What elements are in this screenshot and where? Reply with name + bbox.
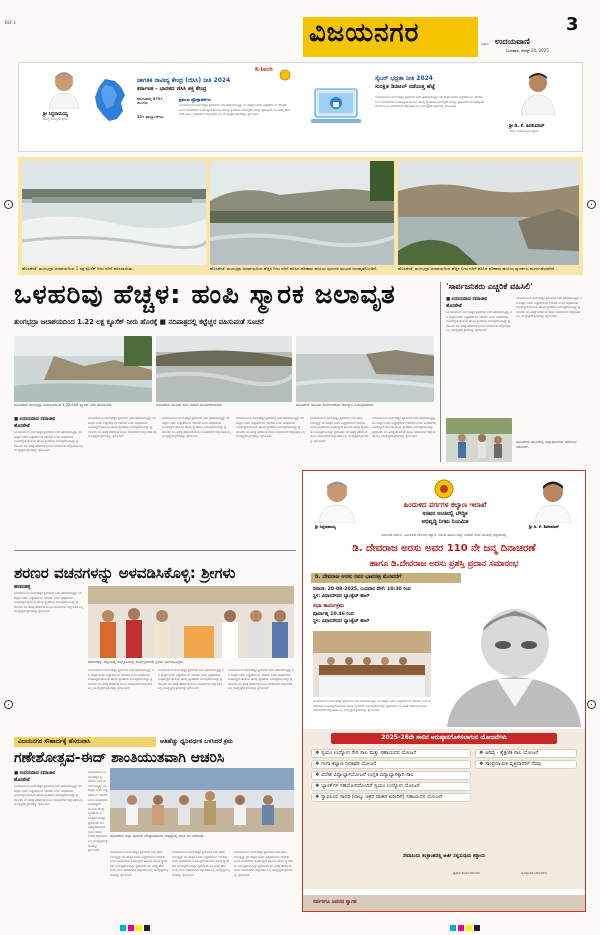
right-list-text: ಜಲಾಶಯದಿಂದ ನದಿಗೆ ಹೆಚ್ಚಿನ ಪ್ರಮಾಣದ ನೀರು ಹರಿಸಲಾಗುತ್ತಿದ್ದು ನದಿ ಪಾತ್ರದ ಜನರು ಎಚ್ಚರಿಕೆಯಿಂದ ಇರಬೇಕು ಎಂದು ಅಧಿಕಾರಿಗಳು ಸೂಚಿಸಿದ್ದಾರೆ ಹಂಪಿಯ ಹಲವು ಸ್ಮಾರಕಗಳು ಜಲಾವೃತಗೊಂಡಿದ್ದು ಪ್ರವಾಸಿಗರು ನದಿ ತೀರಕ್ಕೆ ತೆರಳದಂತೆ ಮನವಿ ಮಾಡಲಾಗಿದೆ ಜಿಲ್ಲಾಡಳಿತ ಎಲ್ಲ ಮುನ್ನೆಚ್ಚರಿಕೆ ಕ್ರಮಗಳನ್ನು ಕೈಗೊಂಡಿದೆ [375,95,484,109]
lead-dateline: ■ ಉದಯವಾಣಿ ಸಮಾಚಾರ [14,417,56,422]
ad-meeting-photo [313,631,431,697]
story2-headline: ಶರಣರ ವಚನಗಳನ್ನು ಅಳವಡಿಸಿಕೊಳ್ಳಿ: ಶ್ರೀಗಳು [14,564,236,582]
story2-photo [88,586,294,658]
scheme-item: ❖ ಸ್ವಯಂ ಉದ್ಯೋಗ ನೇರ ಸಾಲ ಮತ್ತು ಸಹಾಯಧನ ಯೋಜನೆ [311,749,471,758]
registration-mark [4,200,13,209]
strip-caption-1: ಹೊಸಪೇಟೆ: ತುಂಗಭದ್ರಾ ಜಲಾಶಯದಿಂದ 1 ಲಕ್ಷ ಕ್ಯೂಸೆಕ್ ನೀರು ನದಿಗೆ ಹರಿಸಲಾಯಿತು. [22,266,134,271]
right-person-name: ಶ್ರೀ ಡಿ. ಕೆ. ಶಿವಕುಮಾರ್ [509,124,545,129]
side-photo [446,418,512,462]
left-list-head: ಪ್ರಮುಖ ಪ್ರೋತ್ಸಾಹಕಗಳು [179,97,212,102]
lead-col-1: ಜಲಾಶಯದಿಂದ ನದಿಗೆ ಹೆಚ್ಚಿನ ಪ್ರಮಾಣದ ನೀರು ಹರಿಸಲಾಗುತ್ತಿದ್ದು ನದಿ ಪಾತ್ರದ ಜನರು ಎಚ್ಚರಿಕೆಯಿಂದ ಇರಬೇಕು ಎಂದು ಅಧಿಕಾರಿಗಳು ಸೂಚಿಸಿದ್ದಾರೆ ಹಂಪಿಯ ಹಲವು ಸ್ಮಾರಕಗಳು ಜಲಾವೃತಗೊಂಡಿದ್ದು ಪ್ರವಾಸಿಗರು ನದಿ ತೀರಕ್ಕೆ ತೆರಳದಂತೆ ಮನವಿ ಮಾಡಲಾಗಿದೆ ಜಿಲ್ಲಾಡಳಿತ ಎಲ್ಲ ಮುನ್ನೆಚ್ಚರಿಕೆ ಕ್ರಮಗಳನ್ನು ಕೈಗೊಂಡಿದೆ [14,430,84,453]
govt-seal-icon [434,479,454,503]
story3-col-5: ಜಲಾಶಯದಿಂದ ನದಿಗೆ ಹೆಚ್ಚಿನ ಪ್ರಮಾಣದ ನೀರು ಹರಿಸಲಾಗುತ್ತಿದ್ದು ನದಿ ಪಾತ್ರದ ಜನರು ಎಚ್ಚರಿಕೆಯಿಂದ ಇರಬೇಕು ಎಂದು ಅಧಿಕಾರಿಗಳು ಸೂಚಿಸಿದ್ದಾರೆ ಹಂಪಿಯ ಹಲವು ಸ್ಮಾರಕಗಳು ಜಲಾವೃತಗೊಂಡಿದ್ದು ಪ್ರವಾಸಿಗರು ನದಿ ತೀರಕ್ಕೆ ತೆರಳದಂತೆ ಮನವಿ ಮಾಡಲಾಗಿದೆ ಜಿಲ್ಲಾಡಳಿತ ಎಲ್ಲ ಮುನ್ನೆಚ್ಚರಿಕೆ ಕ್ರಮಗಳನ್ನು ಕೈಗೊಂಡಿದೆ [234,850,293,877]
scheme-item: ❖ ಅರಿವು - ಶೈಕ್ಷಣಿಕ ಸಾಲ ಯೋಜನೆ [475,749,577,758]
story2-place: ಹರಪನಹಳ್ಳಿ [14,585,31,590]
side-col-1: ಜಲಾಶಯದಿಂದ ನದಿಗೆ ಹೆಚ್ಚಿನ ಪ್ರಮಾಣದ ನೀರು ಹರಿಸಲಾಗುತ್ತಿದ್ದು ನದಿ ಪಾತ್ರದ ಜನರು ಎಚ್ಚರಿಕೆಯಿಂದ ಇರಬೇಕು ಎಂದು ಅಧಿಕಾರಿಗಳು ಸೂಚಿಸಿದ್ದಾರೆ ಹಂಪಿಯ ಹಲವು ಸ್ಮಾರಕಗಳು ಜಲಾವೃತಗೊಂಡಿದ್ದು ಪ್ರವಾಸಿಗರು ನದಿ ತೀರಕ್ಕೆ ತೆರಳದಂತೆ ಮನವಿ ಮಾಡಲಾಗಿದೆ ಜಿಲ್ಲಾಡಳಿತ ಎಲ್ಲ ಮುನ್ನೆಚ್ಚರಿಕೆ ಕ್ರಮಗಳನ್ನು ಕೈಗೊಂಡಿದೆ [446,310,512,333]
scheme-item: ❖ ಬ್ಯಾಂಕ್‌ಗಳ ಸಹಯೋಗದೊಂದಿಗೆ ಸ್ವಯಂ ಉದ್ಯೋಗ ಯೋಜನೆ [311,782,471,791]
registration-mark [587,700,596,709]
color-bar [450,916,482,935]
left-stat2: 35+ ಫಾರ್ಚ್ಯೂನ್‌ಗಳು [137,115,164,119]
top-ad [18,62,583,152]
right-person-photo [519,69,557,115]
karnataka-map-icon [91,77,129,123]
story2-col-1: ಜಲಾಶಯದಿಂದ ನದಿಗೆ ಹೆಚ್ಚಿನ ಪ್ರಮಾಣದ ನೀರು ಹರಿಸಲಾಗುತ್ತಿದ್ದು ನದಿ ಪಾತ್ರದ ಜನರು ಎಚ್ಚರಿಕೆಯಿಂದ ಇರಬೇಕು ಎಂದು ಅಧಿಕಾರಿಗಳು ಸೂಚಿಸಿದ್ದಾರೆ ಹಂಪಿಯ ಹಲವು ಸ್ಮಾರಕಗಳು ಜಲಾವೃತಗೊಂಡಿದ್ದು ಪ್ರವಾಸಿಗರು ನದಿ ತೀರಕ್ಕೆ ತೆರಳದಂತೆ ಮನವಿ ಮಾಡಲಾಗಿದೆ ಜಿಲ್ಲಾಡಳಿತ ಎಲ್ಲ ಮುನ್ನೆಚ್ಚರಿಕೆ ಕ್ರಮಗಳನ್ನು ಕೈಗೊಂಡಿದೆ [14,591,84,614]
ad-footer1: ಸೇವಾಸಿಂಧು ತಂತ್ರಾಂಶದಲ್ಲಿ ಅರ್ಜಿ ಸಲ್ಲಿಸುವುದು ಕಡ್ಡಾಯ [402,854,486,859]
story2-col-3: ಜಲಾಶಯದಿಂದ ನದಿಗೆ ಹೆಚ್ಚಿನ ಪ್ರಮಾಣದ ನೀರು ಹರಿಸಲಾಗುತ್ತಿದ್ದು ನದಿ ಪಾತ್ರದ ಜನರು ಎಚ್ಚರಿಕೆಯಿಂದ ಇರಬೇಕು ಎಂದು ಅಧಿಕಾರಿಗಳು ಸೂಚಿಸಿದ್ದಾರೆ ಹಂಪಿಯ ಹಲವು ಸ್ಮಾರಕಗಳು ಜಲಾವೃತಗೊಂಡಿದ್ದು ಪ್ರವಾಸಿಗರು ನದಿ ತೀರಕ್ಕೆ ತೆರಳದಂತೆ ಮನವಿ ಮಾಡಲಾಗಿದೆ ಜಿಲ್ಲಾಡಳಿತ ಎಲ್ಲ ಮುನ್ನೆಚ್ಚರಿಕೆ ಕ್ರಮಗಳನ್ನು ಕೈಗೊಂಡಿದೆ [158,668,224,691]
lead-col-6: ಜಲಾಶಯದಿಂದ ನದಿಗೆ ಹೆಚ್ಚಿನ ಪ್ರಮಾಣದ ನೀರು ಹರಿಸಲಾಗುತ್ತಿದ್ದು ನದಿ ಪಾತ್ರದ ಜನರು ಎಚ್ಚರಿಕೆಯಿಂದ ಇರಬೇಕು ಎಂದು ಅಧಿಕಾರಿಗಳು ಸೂಚಿಸಿದ್ದಾರೆ ಹಂಪಿಯ ಹಲವು ಸ್ಮಾರಕಗಳು ಜಲಾವೃತಗೊಂಡಿದ್ದು ಪ್ರವಾಸಿಗರು ನದಿ ತೀರಕ್ಕೆ ತೆರಳದಂತೆ ಮನವಿ ಮಾಡಲಾಗಿದೆ ಜಿಲ್ಲಾಡಳಿತ ಎಲ್ಲ ಮುನ್ನೆಚ್ಚರಿಕೆ ಕ್ರಮಗಳನ್ನು ಕೈಗೊಂಡಿದೆ [372,416,436,439]
story3-col-3: ಜಲಾಶಯದಿಂದ ನದಿಗೆ ಹೆಚ್ಚಿನ ಪ್ರಮಾಣದ ನೀರು ಹರಿಸಲಾಗುತ್ತಿದ್ದು ನದಿ ಪಾತ್ರದ ಜನರು ಎಚ್ಚರಿಕೆಯಿಂದ ಇರಬೇಕು ಎಂದು ಅಧಿಕಾರಿಗಳು ಸೂಚಿಸಿದ್ದಾರೆ ಹಂಪಿಯ ಹಲವು ಸ್ಮಾರಕಗಳು ಜಲಾವೃತಗೊಂಡಿದ್ದು ಪ್ರವಾಸಿಗರು ನದಿ ತೀರಕ್ಕೆ ತೆರಳದಂತೆ ಮನವಿ ಮಾಡಲಾಗಿದೆ ಜಿಲ್ಲಾಡಳಿತ ಎಲ್ಲ ಮುನ್ನೆಚ್ಚರಿಕೆ ಕ್ರಮಗಳನ್ನು ಕೈಗೊಂಡಿದೆ [110,850,168,877]
devaraj-urs-portrait [443,597,583,727]
lead-col-2: ಜಲಾಶಯದಿಂದ ನದಿಗೆ ಹೆಚ್ಚಿನ ಪ್ರಮಾಣದ ನೀರು ಹರಿಸಲಾಗುತ್ತಿದ್ದು ನದಿ ಪಾತ್ರದ ಜನರು ಎಚ್ಚರಿಕೆಯಿಂದ ಇರಬೇಕು ಎಂದು ಅಧಿಕಾರಿಗಳು ಸೂಚಿಸಿದ್ದಾರೆ ಹಂಪಿಯ ಹಲವು ಸ್ಮಾರಕಗಳು ಜಲಾವೃತಗೊಂಡಿದ್ದು ಪ್ರವಾಸಿಗರು ನದಿ ತೀರಕ್ಕೆ ತೆರಳದಂತೆ ಮನವಿ ಮಾಡಲಾಗಿದೆ ಜಿಲ್ಲಾಡಳಿತ ಎಲ್ಲ ಮುನ್ನೆಚ್ಚರಿಕೆ ಕ್ರಮಗಳನ್ನು ಕೈಗೊಂಡಿದೆ [88,416,158,439]
story3-kicker: ವಿಜಯನಗರ ಸೌಹಾರ್ದಕ್ಕೆ ಹೆಸರುವಾಸಿ [18,738,91,745]
ad-tagline2: ಅಭಿವೃದ್ಧಿ ನಿಗಮ ನಿಯಮಿತ [421,519,469,525]
left-subtitle: ಕರ್ನಾಟಕ - ಭಾರತದ ಜಿಸಿಸಿ ಶಕ್ತಿ ಕೇಂದ್ರ [137,86,207,92]
paper-name: ಉದಯವಾಣಿ [495,37,530,46]
left-person-name: ಶ್ರೀ ಸಿದ್ದರಾಮಯ್ಯ [43,112,68,117]
left-stat1: ಕರ್ನಾಟಕದಲ್ಲಿ 875+ ಜಿಸಿಸಿಗಳು [137,97,163,106]
ad-title2: ಹಾಗೂ ಡಿ.ದೇವರಾಜ ಅರಸು ಪ್ರಶಸ್ತಿ ಪ್ರದಾನ ಸಮಾರಂಭ [369,558,519,568]
lead-col-4: ಜಲಾಶಯದಿಂದ ನದಿಗೆ ಹೆಚ್ಚಿನ ಪ್ರಮಾಣದ ನೀರು ಹರಿಸಲಾಗುತ್ತಿದ್ದು ನದಿ ಪಾತ್ರದ ಜನರು ಎಚ್ಚರಿಕೆಯಿಂದ ಇರಬೇಕು ಎಂದು ಅಧಿಕಾರಿಗಳು ಸೂಚಿಸಿದ್ದಾರೆ ಹಂಪಿಯ ಹಲವು ಸ್ಮಾರಕಗಳು ಜಲಾವೃತಗೊಂಡಿದ್ದು ಪ್ರವಾಸಿಗರು ನದಿ ತೀರಕ್ಕೆ ತೆರಳದಂತೆ ಮನವಿ ಮಾಡಲಾಗಿದೆ ಜಿಲ್ಲಾಡಳಿತ ಎಲ್ಲ ಮುನ್ನೆಚ್ಚರಿಕೆ ಕ್ರಮಗಳನ್ನು ಕೈಗೊಂಡಿದೆ [236,416,306,439]
ad-right-person: ಶ್ರೀ ಡಿ. ಕೆ. ಶಿವಕುಮಾರ್ [529,524,560,529]
lead-photo-1 [14,336,152,402]
story2-col-2: ಜಲಾಶಯದಿಂದ ನದಿಗೆ ಹೆಚ್ಚಿನ ಪ್ರಮಾಣದ ನೀರು ಹರಿಸಲಾಗುತ್ತಿದ್ದು ನದಿ ಪಾತ್ರದ ಜನರು ಎಚ್ಚರಿಕೆಯಿಂದ ಇರಬೇಕು ಎಂದು ಅಧಿಕಾರಿಗಳು ಸೂಚಿಸಿದ್ದಾರೆ ಹಂಪಿಯ ಹಲವು ಸ್ಮಾರಕಗಳು ಜಲಾವೃತಗೊಂಡಿದ್ದು ಪ್ರವಾಸಿಗರು ನದಿ ತೀರಕ್ಕೆ ತೆರಳದಂತೆ ಮನವಿ ಮಾಡಲಾಗಿದೆ ಜಿಲ್ಲಾಡಳಿತ ಎಲ್ಲ ಮುನ್ನೆಚ್ಚರಿಕೆ ಕ್ರಮಗಳನ್ನು ಕೈಗೊಂಡಿದೆ [88,668,154,691]
left-person-role: ಮಾನ್ಯ ಮುಖ್ಯಮಂತ್ರಿಗಳು [43,117,68,121]
ad-venue-line: ಸ್ಥಳ: ವಿಧಾನಸೌಧದ ಬ್ಯಾಂಕ್ವೆಟ್ ಹಾಲ್ [313,594,370,599]
ad-sabha-time: ಪೂರ್ವಾಹ್ನ 10.46 ರಿಂದ [313,612,354,617]
story2-top-rule [14,550,296,551]
lead-col-5: ಜಲಾಶಯದಿಂದ ನದಿಗೆ ಹೆಚ್ಚಿನ ಪ್ರಮಾಣದ ನೀರು ಹರಿಸಲಾಗುತ್ತಿದ್ದು ನದಿ ಪಾತ್ರದ ಜನರು ಎಚ್ಚರಿಕೆಯಿಂದ ಇರಬೇಕು ಎಂದು ಅಧಿಕಾರಿಗಳು ಸೂಚಿಸಿದ್ದಾರೆ ಹಂಪಿಯ ಹಲವು ಸ್ಮಾರಕಗಳು ಜಲಾವೃತಗೊಂಡಿದ್ದು ಪ್ರವಾಸಿಗರು ನದಿ ತೀರಕ್ಕೆ ತೆರಳದಂತೆ ಮನವಿ ಮಾಡಲಾಗಿದೆ ಜಿಲ್ಲಾಡಳಿತ ಎಲ್ಲ ಮುನ್ನೆಚ್ಚರಿಕೆ ಕ್ರಮಗಳನ್ನು ಕೈಗೊಂಡಿದೆ [310,416,369,443]
lead-caption-2: ಹೊಸಪೇಟೆ: ಹಂಪಿಯ ಕಾಲು ಸೇತುವೆ ಮುಳುಗಡೆಯಾಗಿದೆ. [156,403,223,407]
ad-date-line: ದಿನಾಂಕ: 20-08-2025, ಬುಧವಾರ ವೇಳೆ: 10:30 ರಿಂದ [313,587,411,592]
story3-kicker2: ಅತಿಹೆಚ್ಚು ಧ್ವನಿವರ್ಧಕ ಬಳಸಿದರೆ ಕ್ರಮ [160,738,233,745]
right-subtitle: ಸುರಕ್ಷಿತ ಡಿಜಿಟಲ್ ನಡೆಯತ್ತ ಹೆಜ್ಜೆ [375,84,435,90]
ad-footer-sign1: ಪ್ರಧಾನ ಕಾರ್ಯದರ್ಶಿಗಳು [453,871,481,875]
ad-footer2: ಸರ್ವರಿಗೂ ಆದರದ ಸ್ವಾಗತ [313,899,357,905]
lead-photo-3 [296,336,434,402]
folio: BLY 3 [5,20,16,25]
ad-tagline1: ಸಚಿವರ ಅಂಚಿನಲ್ಲಿ ಬೌದ್ಧಿಕ [422,511,468,517]
story3-dateline: ■ ಉದಯವಾಣಿ ಸಮಾಚಾರ [14,771,56,776]
scheme-item: ❖ ವಿದೇಶ ವಿದ್ಯಾಭ್ಯಾಸಯೋಜನೆ ಉನ್ನತ ವಿದ್ಯಾಭ್ಯಾಸಕ್ಕಾಗಿ ಸಾಲ [311,771,471,780]
ad-left-photo [317,477,357,523]
story3-headline: ಗಣೇಶೋತ್ಸವ-ಈದ್ ಶಾಂತಿಯುತವಾಗಿ ಆಚರಿಸಿ [14,750,225,766]
ad-schemes-left [311,749,471,804]
ad-schemes-right [475,749,577,771]
ad-title1: ಡಿ. ದೇವರಾಜ ಅರಸು ಅವರ 110 ನೇ ಜನ್ಮ ದಿನಾಚರಣೆ [352,543,536,554]
lead-photo-2 [156,336,292,402]
lead-col-3: ಜಲಾಶಯದಿಂದ ನದಿಗೆ ಹೆಚ್ಚಿನ ಪ್ರಮಾಣದ ನೀರು ಹರಿಸಲಾಗುತ್ತಿದ್ದು ನದಿ ಪಾತ್ರದ ಜನರು ಎಚ್ಚರಿಕೆಯಿಂದ ಇರಬೇಕು ಎಂದು ಅಧಿಕಾರಿಗಳು ಸೂಚಿಸಿದ್ದಾರೆ ಹಂಪಿಯ ಹಲವು ಸ್ಮಾರಕಗಳು ಜಲಾವೃತಗೊಂಡಿದ್ದು ಪ್ರವಾಸಿಗರು ನದಿ ತೀರಕ್ಕೆ ತೆರಳದಂತೆ ಮನವಿ ಮಾಡಲಾಗಿದೆ ಜಿಲ್ಲಾಡಳಿತ ಎಲ್ಲ ಮುನ್ನೆಚ್ಚರಿಕೆ ಕ್ರಮಗಳನ್ನು ಕೈಗೊಂಡಿದೆ [162,416,232,439]
dam-photo [22,161,206,265]
page-number: 3 [566,14,579,35]
emblem-icon [279,66,291,85]
monuments-photo [398,161,579,265]
scheme-item: ❖ ಗಂಗಾ ಕಲ್ಯಾಣ ನೀರಾವರಿ ಯೋಜನೆ [311,760,471,769]
story3-col-2: ಜಲಾಶಯದಿಂದ ನದಿಗೆ ಹೆಚ್ಚಿನ ಪ್ರಮಾಣದ ನೀರು ಹರಿಸಲಾಗುತ್ತಿದ್ದು ನದಿ ಪಾತ್ರದ ಜನರು ಎಚ್ಚರಿಕೆಯಿಂದ ಇರಬೇಕು ಎಂದು ಅಧಿಕಾರಿಗಳು ಸೂಚಿಸಿದ್ದಾರೆ ಹಂಪಿಯ ಹಲವು ಸ್ಮಾರಕಗಳು ಜಲಾವೃತಗೊಂಡಿದ್ದು ಪ್ರವಾಸಿಗರು ನದಿ ತೀರಕ್ಕೆ ತೆರಳದಂತೆ ಮನವಿ ಮಾಡಲಾಗಿದೆ ಜಿಲ್ಲಾಡಳಿತ ಎಲ್ಲ ಮುನ್ನೆಚ್ಚರಿಕೆ ಕ್ರಮಗಳನ್ನು ಕೈಗೊಂಡಿದೆ [88,770,108,853]
right-title: ಸೈಬರ್ ಭದ್ರತಾ ನೀತಿ 2024 [375,75,433,82]
registration-mark [4,700,13,709]
issue-date: ಬುಧವಾರ, ಆಗಸ್ಟ್ 20, 2025 [506,48,549,53]
lead-subhead: ತುಂಗಭದ್ರಾ ಜಲಾಶಯದಿಂದ 1.22 ಲಕ್ಷ ಕ್ಯೂಸೆಕ್ ನೀರು ಹೊರಕ್ಕೆ ■ ನದಿಪಾತ್ರದಲ್ಲಿ ಕಟ್ಟೆಚ್ಚರ ವಹಿಸುವಂತೆ ಸೂಚನೆ [14,318,264,326]
scheme-item: ❖ ಸಾಂಪ್ರದಾಯಿಕ ವೃತ್ತಿದಾರರಿಗೆ ನೆರವು [475,760,577,769]
scheme-item: ❖ ಸ್ವಾವಲಂಬಿ ಸಾರಥಿ (ನಾಲ್ಕು ಚಕ್ರದ ವಾಹನ ಖರೀದಿಗೆ) ಸಹಾಯಧನ ಯೋಜನೆ [311,793,471,802]
edition-title: ವಿಜಯನಗರ [309,18,420,48]
cyber-graphic-icon [309,81,369,131]
story3-photo [110,768,294,832]
govt-ad [302,470,586,912]
lead-headline: ಒಳಹರಿವು ಹೆಚ್ಚಳ: ಹಂಪಿ ಸ್ಮಾರಕ ಜಲಾವೃತ [14,280,396,310]
paper-small: ಬಳ್ಳಾರಿ [481,42,489,46]
strip-caption-3: ಹೊಸಪೇಟೆ: ತುಂಗಭದ್ರಾ ಜಲಾಶಯದಿಂದ ಹೆಚ್ಚಿನ ನೀರು ನದಿಗೆ ಹರಿಸಿದ ಪರಿಣಾಮ ಹಂಪಿಯ ಸ್ಮಾರಕಗಳು ಮುಳುಗಡೆಯಾಗಿವೆ. [398,266,556,271]
mantapa-photo [210,161,394,265]
ad-left-person: ಶ್ರೀ ಸಿದ್ದರಾಮಯ್ಯ [315,524,337,529]
left-person-photo [47,69,81,109]
lead-caption-3: ಹೊಸಪೇಟೆ: ಹಂಪಿಯ ಕೋದಂಡರಾಮ ದೇವಸ್ಥಾನ ಜಲಾವೃತವಾಗಿದೆ. [296,403,374,407]
ad-sabha: ಸಭಾ ಕಾರ್ಯಕ್ರಮ [313,603,344,609]
lead-place: ಹೊಸಪೇಟೆ [14,424,30,429]
story3-place: ಹೊಸಪೇಟೆ [14,778,30,783]
color-bar [120,916,152,935]
top-ad-brand: K-tech [255,67,273,73]
side-headline: 'ಸಾರ್ವಜನಿಕರು ಎಚ್ಚರಿಕೆ ವಹಿಸಿಲಿ' [446,282,533,291]
side-place: ಹೊಸಪೇಟೆ [446,304,462,309]
ad-photo-caption: ಜಲಾಶಯದಿಂದ ನದಿಗೆ ಹೆಚ್ಚಿನ ಪ್ರಮಾಣದ ನೀರು ಹರಿಸಲಾಗುತ್ತಿದ್ದು ನದಿ ಪಾತ್ರದ ಜನರು ಎಚ್ಚರಿಕೆಯಿಂದ ಇರಬೇಕು ಎಂದು ಅಧಿಕಾರಿಗಳು ಸೂಚಿಸಿದ್ದಾರೆ ಹಂಪಿಯ ಹಲವು ಸ್ಮಾರಕಗಳು ಜಲಾವೃತಗೊಂಡಿದ್ದು ಪ್ರವಾಸಿಗರು ನದಿ ತೀರಕ್ಕೆ ತೆರಳದಂತೆ ಮನವಿ ಮಾಡಲಾಗಿದೆ ಜಿಲ್ಲಾಡಳಿತ ಎಲ್ಲ ಮುನ್ನೆಚ್ಚರಿಕೆ ಕ್ರಮಗಳನ್ನು ಕೈಗೊಂಡಿದೆ [313,699,431,713]
strip-caption-2: ಹೊಸಪೇಟೆ: ತುಂಗಭದ್ರಾ ಜಲಾಶಯದಿಂದ ಹೆಚ್ಚಿನ ನೀರು ನದಿಗೆ ಹರಿಸಿದ ಪರಿಣಾಮ ಹಂಪಿಯ ಪುರಂದರ ಮಂಟಪ ಜಲಾವೃತಗೊಂಡಿದೆ. [210,266,378,271]
ad-schemes-title: 2025-26ನೇ ಸಾಲಿನ ಅನುಷ್ಠಾನಗೊಳಿಸಲಾಗುವ ಯೋಜನೆಗಳು [381,734,507,741]
ad-footer-sign2: ವ್ಯವಸ್ಥಾಪಕ ನಿರ್ದೇಶಕರು [521,871,548,875]
side-caption: ಹೊಸಪೇಟೆ: ಹಂಪಿಯಲ್ಲಿ ಜಿಲ್ಲಾಧಿಕಾರಿಗಳು ಪರಿಶೀಲನೆ ನಡೆಸಿದರು. [516,440,577,449]
story3-caption: ಹೊಸಪೇಟೆ: ಜಿಲ್ಲಾ ಪೊಲೀಸ್ ವರಿಷ್ಠಾಧಿಕಾರಿಗಳ ನೇತೃತ್ವದಲ್ಲಿ ಶಾಂತಿ ಸಭೆ ನಡೆಯಿತು. [110,834,205,838]
ad-sabha-venue: ಸ್ಥಳ: ವಿಧಾನಸೌಧದ ಬ್ಯಾಂಕ್ವೆಟ್ ಹಾಲ್ [313,619,370,624]
side-divider [440,282,441,462]
ad-dept: ಹಿಂದುಳಿದ ವರ್ಗಗಳ ಕಲ್ಯಾಣ ಇಲಾಖೆ [403,501,487,509]
story3-col-1: ಜಲಾಶಯದಿಂದ ನದಿಗೆ ಹೆಚ್ಚಿನ ಪ್ರಮಾಣದ ನೀರು ಹರಿಸಲಾಗುತ್ತಿದ್ದು ನದಿ ಪಾತ್ರದ ಜನರು ಎಚ್ಚರಿಕೆಯಿಂದ ಇರಬೇಕು ಎಂದು ಅಧಿಕಾರಿಗಳು ಸೂಚಿಸಿದ್ದಾರೆ ಹಂಪಿಯ ಹಲವು ಸ್ಮಾರಕಗಳು ಜಲಾವೃತಗೊಂಡಿದ್ದು ಪ್ರವಾಸಿಗರು ನದಿ ತೀರಕ್ಕೆ ತೆರಳದಂತೆ ಮನವಿ ಮಾಡಲಾಗಿದೆ ಜಿಲ್ಲಾಡಳಿತ ಎಲ್ಲ ಮುನ್ನೆಚ್ಚರಿಕೆ ಕ್ರಮಗಳನ್ನು ಕೈಗೊಂಡಿದೆ [14,784,84,807]
story2-col-4: ಜಲಾಶಯದಿಂದ ನದಿಗೆ ಹೆಚ್ಚಿನ ಪ್ರಮಾಣದ ನೀರು ಹರಿಸಲಾಗುತ್ತಿದ್ದು ನದಿ ಪಾತ್ರದ ಜನರು ಎಚ್ಚರಿಕೆಯಿಂದ ಇರಬೇಕು ಎಂದು ಅಧಿಕಾರಿಗಳು ಸೂಚಿಸಿದ್ದಾರೆ ಹಂಪಿಯ ಹಲವು ಸ್ಮಾರಕಗಳು ಜಲಾವೃತಗೊಂಡಿದ್ದು ಪ್ರವಾಸಿಗರು ನದಿ ತೀರಕ್ಕೆ ತೆರಳದಂತೆ ಮನವಿ ಮಾಡಲಾಗಿದೆ ಜಿಲ್ಲಾಡಳಿತ ಎಲ್ಲ ಮುನ್ನೆಚ್ಚರಿಕೆ ಕ್ರಮಗಳನ್ನು ಕೈಗೊಂಡಿದೆ [228,668,294,691]
ad-ribbon: ಡಿ. ದೇವರಾಜ ಅರಸು ರವರ ಭಾವಚಿತ್ರ ಮೆರವಣಿಗೆ [315,574,402,580]
left-list-text: ಜಲಾಶಯದಿಂದ ನದಿಗೆ ಹೆಚ್ಚಿನ ಪ್ರಮಾಣದ ನೀರು ಹರಿಸಲಾಗುತ್ತಿದ್ದು ನದಿ ಪಾತ್ರದ ಜನರು ಎಚ್ಚರಿಕೆಯಿಂದ ಇರಬೇಕು ಎಂದು ಅಧಿಕಾರಿಗಳು ಸೂಚಿಸಿದ್ದಾರೆ ಹಂಪಿಯ ಹಲವು ಸ್ಮಾರಕಗಳು ಜಲಾವೃತಗೊಂಡಿದ್ದು ಪ್ರವಾಸಿಗರು ನದಿ ತೀರಕ್ಕೆ ತೆರಳದಂತೆ ಮನವಿ ಮಾಡಲಾಗಿದೆ ಜಿಲ್ಲಾಡಳಿತ ಎಲ್ಲ ಮುನ್ನೆಚ್ಚರಿಕೆ ಕ್ರಮಗಳನ್ನು ಕೈಗೊಂಡಿದೆ [179,103,290,117]
ad-intro: ಕರ್ನಾಟಕ ಸರ್ಕಾರ, ಹಿಂದುಳಿದ ವರ್ಗಗಳ ಕಲ್ಯಾಣ ಇಲಾಖೆ ಹಾಗೂ ಜಿಲ್ಲಾ ಆಡಳಿತ ಇವರ ಸಂಯುಕ್ತ ಆಶ್ರಯದಲ್ಲಿ [381,533,507,537]
story3-col-4: ಜಲಾಶಯದಿಂದ ನದಿಗೆ ಹೆಚ್ಚಿನ ಪ್ರಮಾಣದ ನೀರು ಹರಿಸಲಾಗುತ್ತಿದ್ದು ನದಿ ಪಾತ್ರದ ಜನರು ಎಚ್ಚರಿಕೆಯಿಂದ ಇರಬೇಕು ಎಂದು ಅಧಿಕಾರಿಗಳು ಸೂಚಿಸಿದ್ದಾರೆ ಹಂಪಿಯ ಹಲವು ಸ್ಮಾರಕಗಳು ಜಲಾವೃತಗೊಂಡಿದ್ದು ಪ್ರವಾಸಿಗರು ನದಿ ತೀರಕ್ಕೆ ತೆರಳದಂತೆ ಮನವಿ ಮಾಡಲಾಗಿದೆ ಜಿಲ್ಲಾಡಳಿತ ಎಲ್ಲ ಮುನ್ನೆಚ್ಚರಿಕೆ ಕ್ರಮಗಳನ್ನು ಕೈಗೊಂಡಿದೆ [172,850,230,877]
left-title: ಜಾಗತಿಕ ನಾವೀನ್ಯ ಕೇಂದ್ರ (ಜಿಸಿಸಿ) ನೀತಿ 2024 [137,77,231,84]
side-dateline: ■ ಉದಯವಾಣಿ ಸಮಾಚಾರ [446,297,488,302]
side-col-2: ಜಲಾಶಯದಿಂದ ನದಿಗೆ ಹೆಚ್ಚಿನ ಪ್ರಮಾಣದ ನೀರು ಹರಿಸಲಾಗುತ್ತಿದ್ದು ನದಿ ಪಾತ್ರದ ಜನರು ಎಚ್ಚರಿಕೆಯಿಂದ ಇರಬೇಕು ಎಂದು ಅಧಿಕಾರಿಗಳು ಸೂಚಿಸಿದ್ದಾರೆ ಹಂಪಿಯ ಹಲವು ಸ್ಮಾರಕಗಳು ಜಲಾವೃತಗೊಂಡಿದ್ದು ಪ್ರವಾಸಿಗರು ನದಿ ತೀರಕ್ಕೆ ತೆರಳದಂತೆ ಮನವಿ ಮಾಡಲಾಗಿದೆ ಜಿಲ್ಲಾಡಳಿತ ಎಲ್ಲ ಮುನ್ನೆಚ್ಚರಿಕೆ ಕ್ರಮಗಳನ್ನು ಕೈಗೊಂಡಿದೆ [516,296,582,319]
registration-mark [587,200,596,209]
story2-caption: ಹರಪನಹಳ್ಳಿ: ಪಟ್ಟಣದಲ್ಲಿ ಹಮ್ಮಿಕೊಂಡಿದ್ದ ಕಾರ್ಯಕ್ರಮದಲ್ಲಿ ಶ್ರೀಗಳು ಭಾಗವಹಿಸಿದ್ದರು. [88,660,184,664]
right-person-role: ಮಾನ್ಯ ಉಪಮುಖ್ಯಮಂತ್ರಿಗಳು [509,129,539,133]
lead-caption-1: ಹೊಸಪೇಟೆ: ತುಂಗಭದ್ರಾ ಜಲಾಶಯದಿಂದ 1,22,000 ಕ್ಯೂಸೆಕ್ ನೀರು ಹರಿಸಲಾಗಿದೆ. [14,403,113,407]
ad-right-photo [533,477,573,523]
